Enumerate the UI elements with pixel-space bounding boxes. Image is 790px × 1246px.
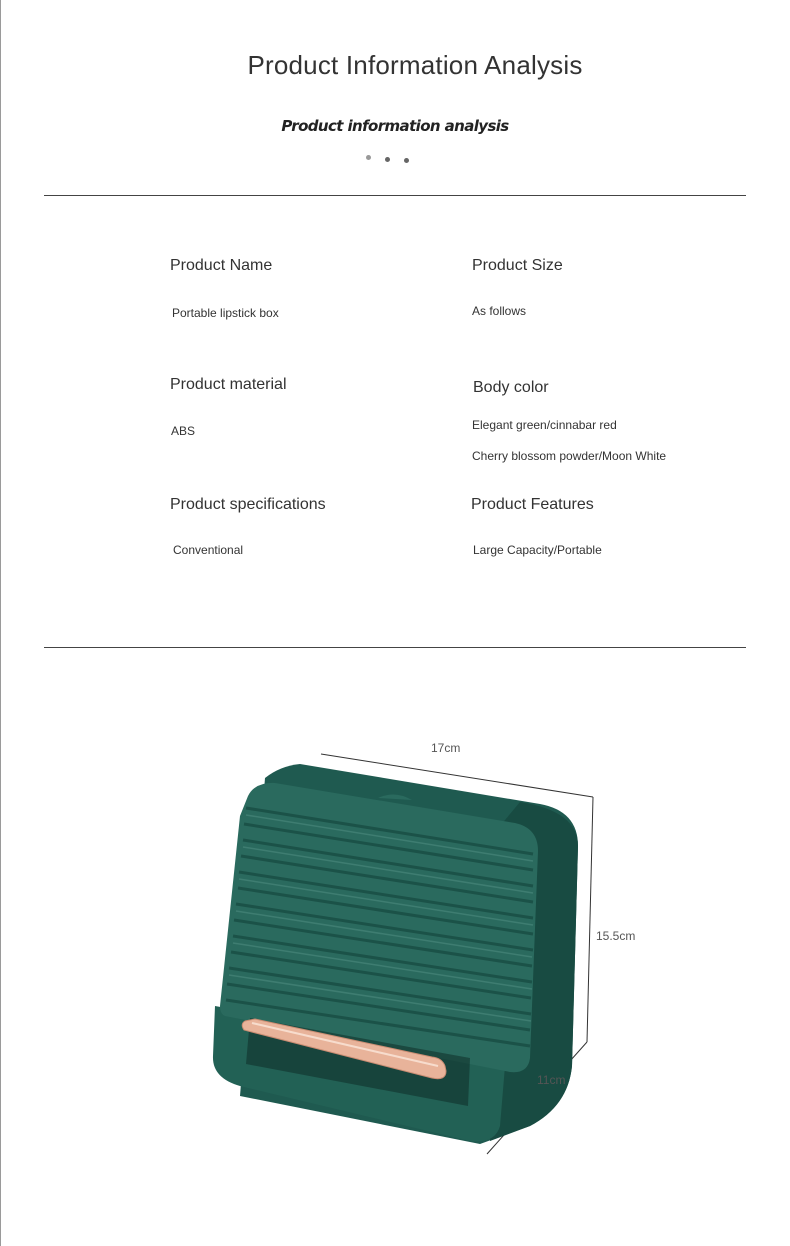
divider-bottom	[44, 647, 746, 648]
dot-icon	[385, 157, 390, 162]
spec-label-body-color: Body color	[473, 379, 549, 396]
spec-label-product-name: Product Name	[170, 257, 273, 274]
decorative-dots	[366, 154, 416, 164]
dot-icon	[404, 158, 409, 163]
height-dimension-line	[587, 797, 593, 1042]
dimension-width-label: 17cm	[431, 741, 461, 755]
page-subtitle: Product information analysis	[281, 117, 509, 135]
spec-value-body-color-2: Cherry blossom powder/Moon White	[472, 449, 667, 463]
spec-label-product-material: Product material	[170, 376, 287, 393]
page-title: Product Information Analysis	[247, 50, 583, 80]
spec-label-product-size: Product Size	[472, 257, 563, 274]
spec-value-product-name: Portable lipstick box	[172, 306, 279, 320]
spec-value-product-size: As follows	[472, 304, 527, 318]
spec-label-product-specifications: Product specifications	[170, 496, 326, 513]
spec-value-body-color-1: Elegant green/cinnabar red	[472, 418, 617, 432]
dimension-depth-label: 11cm	[537, 1073, 566, 1087]
dot-icon	[366, 155, 371, 160]
spec-label-product-features: Product Features	[471, 496, 594, 513]
dimension-height-label: 15.5cm	[596, 929, 636, 943]
spec-value-product-material: ABS	[171, 424, 196, 438]
product-illustration	[0, 686, 790, 1246]
divider-top	[44, 195, 746, 196]
spec-value-product-features: Large Capacity/Portable	[473, 543, 602, 557]
spec-value-product-specifications: Conventional	[173, 543, 244, 557]
